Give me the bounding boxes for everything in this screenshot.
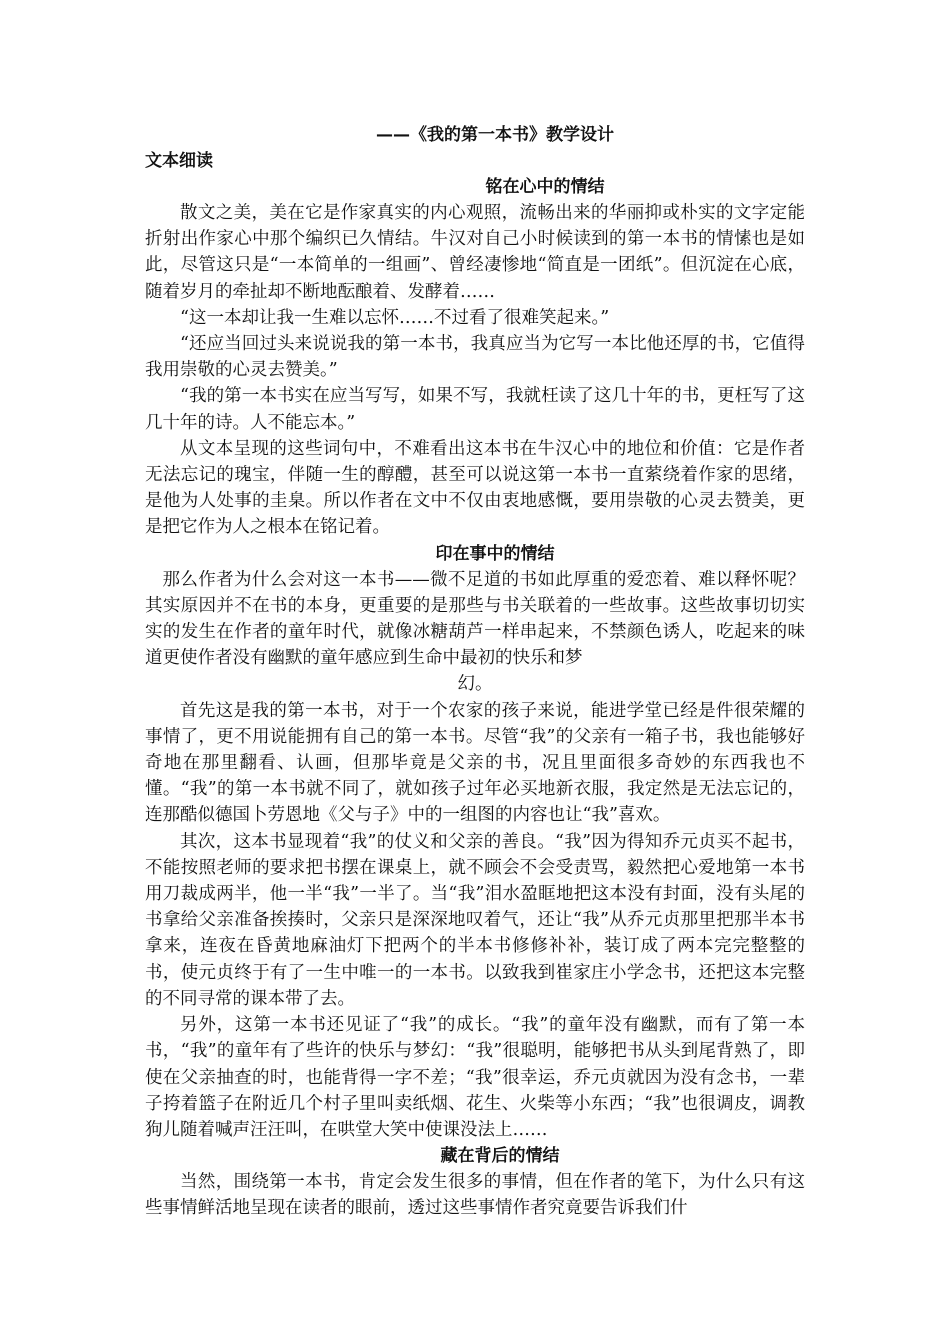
paragraph: 从文本呈现的这些词句中，不难看出这本书在牛汉心中的地位和价值：它是作者无法忘记的瑰宝，伴随一生的醇醴，甚至可以说这第一本书一直萦绕着作家的思绪，是他为人处事的圭臬。所以作者在文中不仅由衷地感慨，要用崇敬的心灵去赞美，更是把它作为人之根本在铭记着。 xyxy=(145,438,805,538)
paragraph: 散文之美，美在它是作家真实的内心观照，流畅出来的华丽抑或朴实的文字定能折射出作家心中那个编织已久情结。牛汉对自己小时候读到的第一本书的情愫也是如此，尽管这只是“一本简单的一组画”、曾经凄惨地“简直是一团纸”。但沉淀在心底，随着岁月的牵扯却不断地酝酿着、发酵着…… xyxy=(145,203,805,302)
paragraph: 首先这是我的第一本书，对于一个农家的孩子来说，能进学堂已经是件很荣耀的事情了，更不用说能拥有自己的第一本书。尽管“我”的父亲有一箱子书，我也能够好奇地在那里翻看、认画，但那毕竟是父亲的书，况且里面很多奇妙的东西我也不懂。“我”的第一本书就不同了，就如孩子过年必买地新衣服，我定然是无法忘记的，连那酷似德国卜劳恩地《父与子》中的一组图的内容也让“我”喜欢。 xyxy=(145,700,805,826)
section-heading-2: 印在事中的情结 xyxy=(435,543,555,564)
section-heading-3: 藏在背后的情结 xyxy=(440,1146,560,1167)
document-page xyxy=(145,122,805,1222)
paragraph: 其次，这本书显现着“我”的仗义和父亲的善良。“我”因为得知乔元贞买不起书，不能按照老师的要求把书摆在课桌上，就不顾会不会受责骂，毅然把心爱地第一本书用刀裁成两半，他一半“我”一半了。当“我”泪水盈眶地把这本没有封面，没有头尾的书拿给父亲准备挨揍时，父亲只是深深地叹着气，还让“我”从乔元贞那里把那半本书拿来，连夜在昏黄地麻油灯下把两个的半本书修修补补，装订成了两本完完整整的书，使元贞终于有了一生中唯一的一本书。以致我到崔家庄小学念书，还把这本完整的不同寻常的课本带了去。 xyxy=(145,831,805,1009)
quote-paragraph: “我的第一本书实在应当写写，如果不写，我就枉读了这几十年的书，更枉写了这几十年的诗。人不能忘本。” xyxy=(145,386,805,433)
quote-paragraph: “这一本却让我一生难以忘怀……不过看了很难笑起来。” xyxy=(180,307,610,328)
section-label: 文本细读 xyxy=(145,151,213,171)
document-title: ——《我的第一本书》教学设计 xyxy=(376,125,614,145)
paragraph: 当然，围绕第一本书，肯定会发生很多的事情，但在作者的笔下，为什么只有这些事情鲜活地呈现在读者的眼前，透过这些事情作者究竟要告诉我们什 xyxy=(145,1172,805,1219)
section-heading-1: 铭在心中的情结 xyxy=(485,177,605,197)
paragraph-tail: 幻。 xyxy=(457,674,493,695)
quote-paragraph: “还应当回过头来说说我的第一本书，我真应当为它写一本比他还厚的书，它值得我用崇敬的心灵去赞美。” xyxy=(145,334,805,381)
paragraph: 另外，这第一本书还见证了“我”的成长。“我”的童年没有幽默，而有了第一本书，“我”的童年有了些许的快乐与梦幻：“我”很聪明，能够把书从头到尾背熟了，即使在父亲抽查的时，也能背得一字不差；“我”很幸运，乔元贞就因为没有念书，一辈子挎着篮子在附近几个村子里叫卖纸烟、花生、火柴等小东西；“我”也很调皮，调教狗儿随着喊声汪汪叫，在哄堂大笑中使课没法上…… xyxy=(145,1015,805,1140)
paragraph: 那么作者为什么会对这一本书——微不足道的书如此厚重的爱恋着、难以释怀呢？其实原因并不在书的本身，更重要的是那些与书关联着的一些故事。这些故事切切实实的发生在作者的童年时代，就像冰糖葫芦一样串起来，不禁颜色诱人，吃起来的味道更使作者没有幽默的童年感应到生命中最初的快乐和梦 xyxy=(145,569,805,669)
